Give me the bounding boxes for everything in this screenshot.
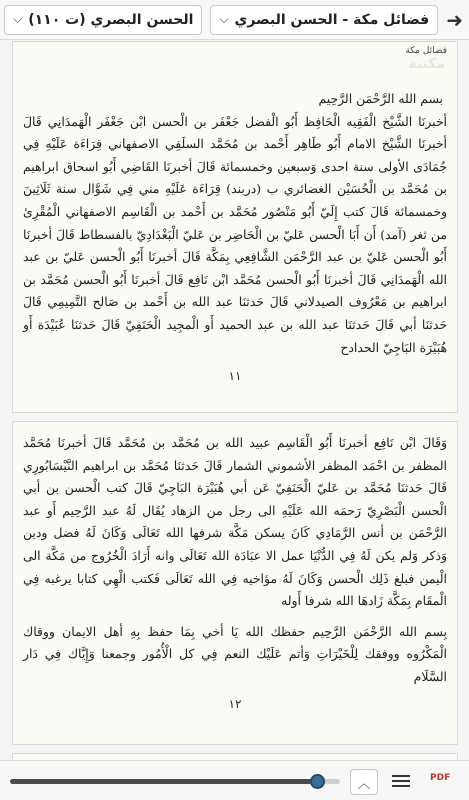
letter-opening-text: بِسم الله الرَّحْمَن الرَّحِيم حفظك الله يَا أخي بِمَا حفظ بِهِ أهل الايمان ووقاك الْمَكْرُوه ووفقك لِلْخَيْرَاتِ وَأتم عَلَيْك النعم فِي كل الْأُمُور وجمعنا وَإِيَّاك فِي دَار السَّلَام: [23, 623, 447, 684]
page-number: ١١: [228, 369, 242, 384]
chevron-down-icon: ⌵: [219, 12, 229, 26]
book-page-13: [12, 753, 458, 760]
bottom-toolbar: [0, 760, 469, 800]
top-toolbar: [0, 0, 469, 40]
breadcrumb-book[interactable]: [210, 5, 438, 35]
chevron-up-icon[interactable]: ︿: [350, 769, 378, 795]
page-body-text: وَقَالَ ابْن نَافِع أخبرنَا أَبُو الْقَاسِم عبيد الله بن مُحَمَّد بن مُحَمَّد قَالَ أخبرنَا مُحَمَّد المظفر بن احْمَد المظفر الأشموني الشمار قَالَ حَدثنَا مُحَمَّد بن ابراهيم النَّيْسَابُورِي قَالَ حَدثنَا مُحَمَّد بن عَليّ الْحَنَفِيّ عَن أبي هُبَيْرَة البَاجِيّ قَالَ كتب الْحسن بن أبي الْحسن الْبَصْرِيّ رَحمَه الله عَلَيْهِ الى رجل من الزهاد يُقَال لَهُ عبد الرَّحِيم أَو عبد الرَّحْمَن بن أنس الرَّمَادِي كَانَ يسكن مَكَّة شرفها الله تَعَالَى وَكَانَ لَهُ فضل ودين وَذكر وَلم يكن لَهُ فِي الدُّنْيَا عمل الا عبَادَة الله تَعَالَى وانه أَرَادَ الْخُرُوج من مَكَّة الى الْيمن فبلغ ذَلِك الْحسن وَكَانَ لَهُ مؤاخيه فِي الله تَعَالَى فَكتب الْهِي كتابا يرغبه فِي الْمقَام بِمَكَّة زَادهَا الله شرفا أَوله: [23, 435, 447, 609]
basmala: بسم الله الرَّحْمَن الرَّحِيم: [318, 91, 443, 106]
book-page-12: [12, 421, 458, 745]
page-viewer[interactable]: [0, 41, 469, 760]
running-head: فضائل مكة: [405, 46, 447, 56]
chevron-down-icon: ⌵: [13, 12, 23, 26]
watermark: مكتبة: [408, 56, 445, 72]
back-arrow-icon[interactable]: ➜: [446, 7, 463, 32]
page-slider-track[interactable]: [10, 779, 340, 784]
list-icon[interactable]: [392, 770, 414, 792]
breadcrumb-author-label: الحسن البصري (ت ١١٠): [28, 11, 194, 28]
breadcrumb-book-label: فضائل مكة - الحسن البصري: [234, 11, 430, 28]
page-number: ١٢: [228, 696, 242, 711]
breadcrumb-author[interactable]: [4, 5, 202, 35]
book-page-11: [12, 41, 458, 413]
page-slider-fill: [10, 779, 317, 784]
page-slider-thumb[interactable]: [310, 774, 325, 789]
page-body-text: أخبرنَا الشَّيْخ الْفَقِيه الْحَافِظ أَبُو الْفضل جَعْفَر بن الْحسن ابْن جَعْفَر الْهَمدَانِي قَالَ أخبرنَا الشَّيْخ الامام أَبُو طَاهِر أَحْمد بن مُحَمَّد السلَفِي الاصفهاني قِرَاءَة عَلَيْهِ فِي جُمَادَى الأولى سنة احدى وَسبعين وخمسمائة قَالَ أخبرنَا القَاضِي أَبُو اسحاق ابراهيم بن مُحَمَّد بن الْحُسَيْن الغضائري ب (دربند) قِرَاءَة عَلَيْهِ مني فِي شَوَّال سنة ثَلَاثِينَ وخمسمائة قَالَ كتب إِلَيّ أَبُو مَنْصُور مُحَمَّد بن أَحْمد بن الْقَاسِم الاصفهاني الْمُقْرِئ من ثغر (آمد) أَن أَبَا الْحسن عَليّ بن الْحَاضِر بن عَليّ الْبَغْدَادِيّ بالفسطاط قَالَ أخبرنَا أَبُو الْحسن عَليّ بن عبد الرَّحْمَن الشَّافِعِي بِمَكَّة قَالَ أخبرنَا أَبُو الْحسن عَليّ بن عبد الله الْهَمدَانِي قَالَ أخبرنَا أَبُو الْحسن مُحَمَّد ابْن نَافِع قَالَ أخبرنَا أَبُو الْحسن مُحَمَّد بن ابراهيم بن مَعْرُوف الصيدلاني قَالَ حَدثنَا عبد الله بن أَحْمد بن صَالح التَّمِيمِي قَالَ حَدثنَا أبي قَالَ حَدثنَا عبد الله بن عبد الحميد أَو الْمجِيد الْحَنَفِيّ قَالَ حَدثنَا عُبَيْدَة أَو هُبَيْرَة البَاجِيّ الحدادح: [23, 113, 447, 355]
pdf-button[interactable]: PDF: [430, 773, 451, 783]
